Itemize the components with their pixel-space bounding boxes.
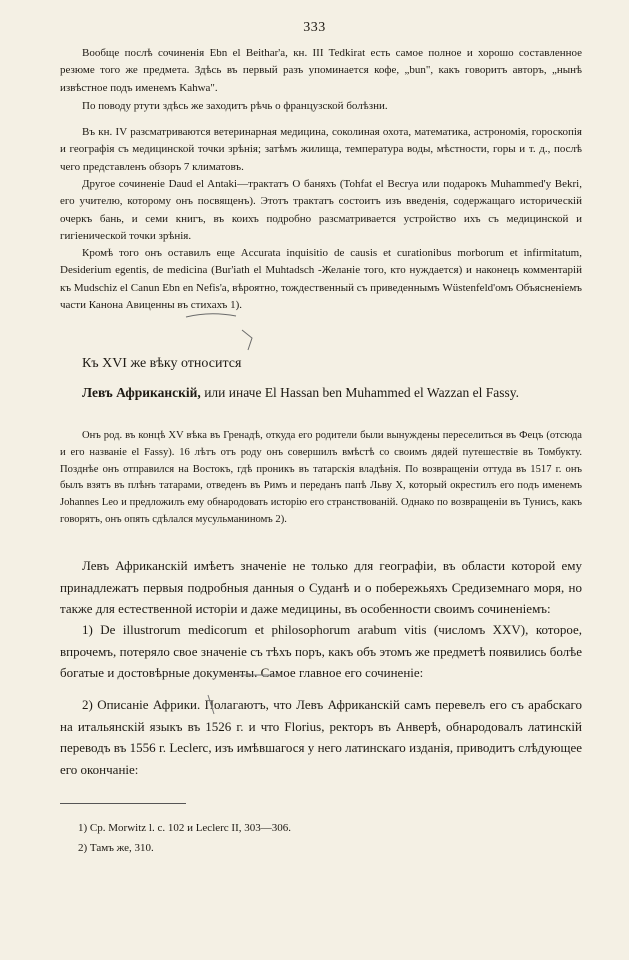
person-name: Левъ Африканскій, [82,385,201,400]
page-number: 333 [303,20,326,35]
biography-paragraph: Онъ род. въ концѣ XV вѣка въ Гренадѣ, откуда его родители были вынуждены переселиться въ Фецъ (отсюда и его названіе el Fassy). 16 лѣтъ отъ роду онъ совершилъ вмѣстѣ со своимъ дядей путешествіе въ Томбукту. Позднѣе онъ отправился на Востокъ, гдѣ проникъ въ татарскія владѣнія. По возвращеніи оттуда въ 1517 г. онъ былъ взятъ въ плѣнъ татарами, отведенъ въ Римъ и переданъ папѣ Льву X, который окрестилъ его подъ именемъ Johannes Leo и предложилъ ему обнародовать исторію его странствованій. Однако по возвращеніи въ Тунисъ, какъ говорятъ, онъ опять сдѣлался мусульманиномъ 2). [60,430,582,525]
person-alt-name: El Hassan ben Muhammed el Wazzan el Fassy. [264,385,520,400]
paragraph-mercury: По поводу ртути здѣсь же заходитъ рѣчь о французской болѣзни. [82,100,388,112]
pencil-mark [242,330,252,350]
person-connector: или иначе [204,385,262,400]
paragraph-first-work: 1) De illustrorum medicorum et philosophorum arabum vitis (числомъ XXV), которое, впрочемъ, потеряло свое значеніе съ тѣхъ поръ, какъ объ этомъ же предметѣ появились болѣе богатые и достовѣрные документы. Самое главное его сочиненіе: [60,622,582,681]
paragraph-other-works: Кромѣ того онъ оставилъ еще Accurata inquisitio de causis et curationibus morborum et infirmitatum, Desiderium egentis, de medicina (Bur'iath el Muhtadsch -Желаніе того, кто нуждается) и наконецъ комментарій къ Mudschiz el Canun Ebn en Nefis'a, вѣроятно, тождественный съ приведеннымъ Wüstenfeld'омъ Объясненіемъ части Канона Авиценны въ стихахъ 1). [60,247,582,312]
paragraph-africa-description: 2) Описаніе Африки. Полагаютъ, что Левъ Африканскій самъ перевелъ его съ арабскаго на итальянскій языкъ въ 1526 г. и что Florius, ректоръ въ Анверѣ, обнародовалъ латинскій переводъ въ 1556 г. Leclerc, изъ имѣвшагося у него латинскаго изданія, приводитъ слѣдующее его окончаніе: [60,697,582,778]
footnote-1: 1) Ср. Morwitz l. c. 102 и Leclerc II, 303—306. [78,822,292,834]
paragraph-significance: Левъ Африканскій имѣетъ значеніе не только для географіи, въ области которой ему принадлежатъ первыя подробныя данныя о Суданѣ и о побережьяхъ Средиземнаго моря, но также для естественной исторіи и даже медицины, въ особенности своимъ сочиненіемъ: [60,558,582,617]
paragraph-baths-treatise: Другое сочиненіе Daud el Antaki—трактатъ О баняхъ (Tohfat el Becrya или подарокъ Muhammed'у Bekri, его учителю, которому онъ посвященъ). Этотъ трактатъ состоитъ изъ введенія, содержащаго историческій очеркъ бань, и семи книгъ, въ коихъ подробно разсматривается устройство ихъ съ медицинской и гигіенической точки зрѣнія. [60,178,582,243]
person-heading [60,382,582,403]
footnote-2: 2) Тамъ же, 310. [78,842,154,854]
paragraph-tedkirat: Вообще послѣ сочиненія Ebn el Beithar'a, кн. III Tedkirat есть самое полное и хорошо составленное резюме того же предмета. Здѣсь въ первый разъ упоминается кофе, „bun", какъ говоритъ авторъ, „нынѣ извѣстное подъ именемъ Kahwa". [60,47,582,94]
section-heading: Къ XVI же вѣку относится [82,356,242,371]
footnote-divider [60,803,186,804]
paragraph-book-four: Въ кн. IV разсматриваются ветеринарная медицина, соколиная охота, математика, астрономія, гороскопія и географія съ медицинской точки зрѣнія; затѣмъ жилища, температура воды, мѣстности, горы и т. д., послѣ чего представленъ обзоръ 7 климатовъ. [60,126,582,173]
